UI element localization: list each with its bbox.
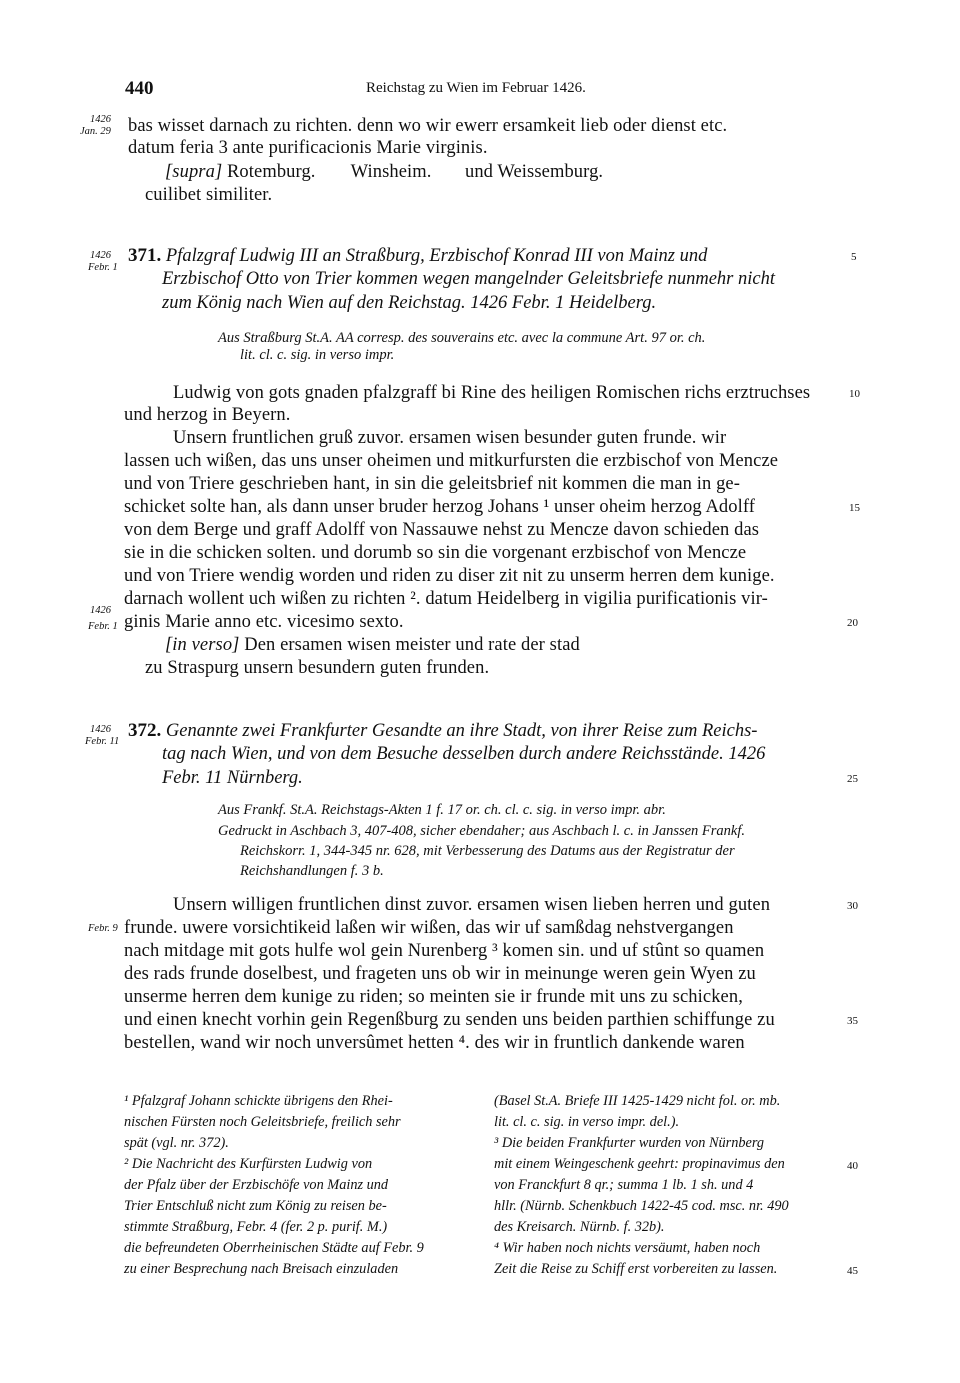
- margin-date-year: 1426: [90, 605, 111, 616]
- footnote-line: die befreundeten Oberrheinischen Städte auf Febr. 9: [124, 1240, 424, 1256]
- text-line: nach mitdage mit gots hulfe wol gein Nurenberg ³ komen sin. und uf stûnt so quamen: [124, 941, 765, 961]
- doc-heading-line: Febr. 11 Nürnberg.: [162, 768, 303, 788]
- running-title: Reichstag zu Wien im Februar 1426.: [366, 80, 586, 96]
- addressee: und Weissemburg.: [464, 162, 604, 182]
- text-line: zu Straspurg unsern besundern guten frunden.: [145, 658, 490, 678]
- doc-heading-line: tag nach Wien, und von dem Besuche desselben durch andere Reichsstände. 1426: [162, 744, 766, 764]
- text-line: ginis Marie anno etc. vicesimo sexto.: [124, 612, 404, 632]
- footnote-line: ¹ Pfalzgraf Johann schickte übrigens den Rhei-: [124, 1093, 393, 1109]
- text-line: des rads frunde doselbest, und frageten uns ob wir in meinunge weren gein Wyen zu: [124, 964, 756, 984]
- margin-date-year: 1426: [90, 250, 111, 261]
- footnote-line: (Basel St.A. Briefe III 1425-1429 nicht fol. or. mb.: [494, 1093, 781, 1109]
- source-note: Reichskorr. 1, 344-345 nr. 628, mit Verbesserung des Datums aus der Registratur der: [240, 843, 735, 859]
- footnote-line: ⁴ Wir haben noch nichts versäumt, haben noch: [494, 1240, 761, 1256]
- source-note: lit. cl. c. sig. in verso impr.: [240, 347, 395, 363]
- doc-number: 372.: [128, 720, 162, 741]
- footnote-line: spät (vgl. nr. 372).: [124, 1135, 229, 1151]
- page-number: 440: [125, 78, 154, 99]
- footnote-line: des Kreisarch. Nürnb. f. 32b).: [494, 1219, 665, 1235]
- editorial-note: [supra]: [165, 162, 223, 182]
- margin-date-day: Febr. 1: [88, 262, 118, 273]
- doc-heading-line: zum König nach Wien auf den Reichstag. 1426 Febr. 1 Heidelberg.: [162, 293, 657, 313]
- line-number: 20: [847, 617, 858, 629]
- text-line: [165, 162, 603, 183]
- line-number: 25: [847, 773, 858, 785]
- doc-heading-line: Pfalzgraf Ludwig III an Straßburg, Erzbischof Konrad III von Mainz und: [165, 246, 708, 266]
- text-line: Unsern willigen fruntlichen dinst zuvor. ersamen wisen lieben herren und guten: [173, 895, 771, 915]
- text-line: unserme herren dem kunige zu riden; so meinten sie ir frunde mit uns zu schicken,: [124, 987, 743, 1007]
- text-line: von dem Berge und graff Adolff von Nassauwe nehst zu Mencze davon schieden das: [124, 520, 760, 540]
- line-number: 40: [847, 1160, 858, 1172]
- margin-date-day: Febr. 11: [85, 736, 120, 747]
- footnote-line: nischen Fürsten noch Geleitsbriefe, freilich sehr: [124, 1114, 401, 1130]
- footnote-line: von Franckfurt 8 qr.; summa 1 lb. 1 sh. und 4: [494, 1177, 754, 1193]
- footnote-line: stimmte Straßburg, Febr. 4 (fer. 2 p. purif. M.): [124, 1219, 388, 1235]
- source-note: Aus Straßburg St.A. AA corresp. des souverains etc. avec la commune Art. 97 or. ch.: [218, 330, 706, 346]
- text-line: und herzog in Beyern.: [124, 405, 291, 425]
- text-line: schicket solte han, als dann unser bruder herzog Johans ¹ unser oheim herzog Adolff: [124, 497, 756, 517]
- doc-heading-line: Erzbischof Otto von Trier kommen wegen mangelnder Geleitsbriefe nunmehr nicht: [162, 269, 775, 289]
- footnote-line: zu einer Besprechung nach Breisach einzuladen: [124, 1261, 399, 1277]
- doc-heading: [128, 245, 707, 267]
- margin-date-year: 1426: [90, 724, 111, 735]
- text-line: Unsern fruntlichen gruß zuvor. ersamen wisen besunder guten frunde. wir: [173, 428, 727, 448]
- text-line: bas wisset darnach zu richten. denn wo wir ewerr ersamkeit lieb oder dienst etc.: [128, 116, 728, 136]
- address-line: Den ersamen wisen meister und rate der stad: [244, 635, 580, 655]
- footnote-line: der Pfalz über der Erzbischöfe von Mainz und: [124, 1177, 389, 1193]
- source-note: Reichshandlungen f. 3 b.: [240, 863, 384, 879]
- source-note: Gedruckt in Aschbach 3, 407-408, sicher ebendaher; aus Aschbach l. c. in Janssen Frankf.: [218, 823, 745, 839]
- doc-heading-line: Genannte zwei Frankfurter Gesandte an ihre Stadt, von ihrer Reise zum Reichs-: [165, 721, 758, 741]
- line-number: 35: [847, 1015, 858, 1027]
- margin-date-year: 1426: [90, 114, 111, 125]
- addressee: Winsheim.: [350, 162, 432, 182]
- text-line: und einen knecht vorhin gein Regenßburg zu senden uns beiden parthien schiffunge zu: [124, 1010, 775, 1030]
- line-number: 30: [847, 900, 858, 912]
- margin-date-day: Febr. 9: [88, 923, 118, 934]
- line-number: 5: [851, 251, 857, 263]
- text-line: cuilibet similiter.: [145, 185, 273, 205]
- footnote-line: lit. cl. c. sig. in verso impr. del.).: [494, 1114, 680, 1130]
- text-line: [165, 635, 580, 656]
- footnote-line: Zeit die Reise zu Schiff erst vorbereiten zu lassen.: [494, 1261, 778, 1277]
- text-line: Ludwig von gots gnaden pfalzgraff bi Rine des heiligen Romischen richs erztruchses: [173, 383, 811, 403]
- footnote-line: ² Die Nachricht des Kurfürsten Ludwig von: [124, 1156, 373, 1172]
- source-note: Aus Frankf. St.A. Reichstags-Akten 1 f. 17 or. ch. cl. c. sig. in verso impr. abr.: [218, 802, 666, 818]
- footnote-line: hllr. (Nürnb. Schenkbuch 1422-45 cod. msc. nr. 490: [494, 1198, 789, 1214]
- text-line: und von Triere geschrieben hant, in sin die geleitsbrief nit kommen die man in ge-: [124, 474, 740, 494]
- doc-number: 371.: [128, 245, 162, 266]
- margin-date-day: Febr. 1: [88, 621, 118, 632]
- text-line: und von Triere wendig worden und riden zu diser zit nit zu unserm herren dem kunige.: [124, 566, 775, 586]
- footnote-line: ³ Die beiden Frankfurter wurden von Nürnberg: [494, 1135, 765, 1151]
- doc-heading: [128, 720, 757, 742]
- footnote-line: Trier Entschluß nicht zum König zu reisen be-: [124, 1198, 387, 1214]
- text-line: bestellen, wand wir noch unversûmet hetten ⁴. des wir in fruntlich dankende waren: [124, 1033, 745, 1053]
- text-line: lassen uch wißen, das uns unser oheimen und mitkurfursten die erzbischof von Mencze: [124, 451, 779, 471]
- text-line: frunde. uwere vorsichtikeid laßen wir wißen, das wir uf samßdag nehstvergangen: [124, 918, 734, 938]
- editorial-note: [in verso]: [165, 635, 240, 655]
- margin-date-day: Jan. 29: [80, 126, 111, 137]
- line-number: 45: [847, 1265, 858, 1277]
- line-number: 10: [849, 388, 860, 400]
- footnote-line: mit einem Weingeschenk geehrt: propinavimus den: [494, 1156, 785, 1172]
- text-line: datum feria 3 ante purificacionis Marie virginis.: [128, 138, 488, 158]
- text-line: sie in die schicken solten. und dorumb so sin die vorgenant erzbischof von Mencze: [124, 543, 747, 563]
- text-line: darnach wollent uch wißen zu richten ². datum Heidelberg in vigilia purificationis vir-: [124, 589, 768, 609]
- addressee: Rotemburg.: [226, 162, 316, 182]
- line-number: 15: [849, 502, 860, 514]
